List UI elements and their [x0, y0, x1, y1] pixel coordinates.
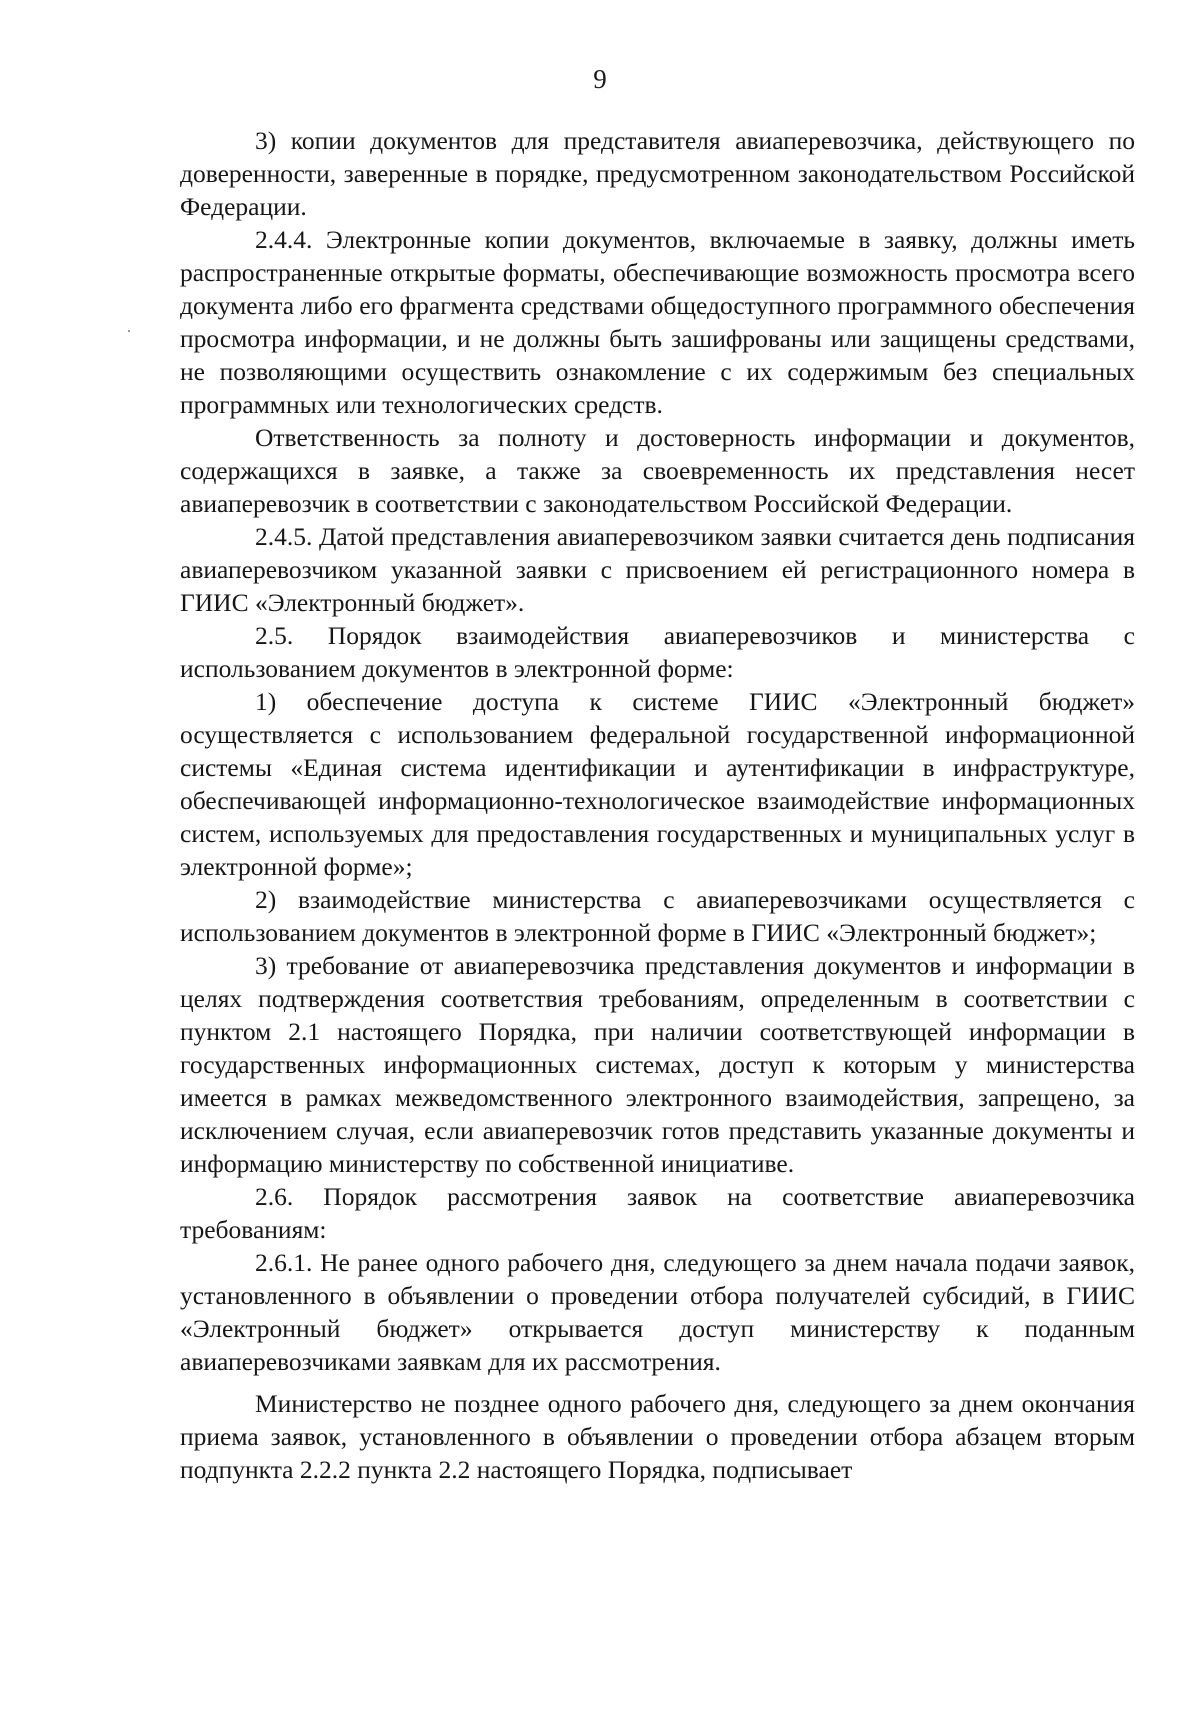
- scan-speck: [128, 330, 130, 332]
- paragraph-2-6-1: 2.6.1. Не ранее одного рабочего дня, следующего за днем начала подачи заявок, установленного в объявлении о проведении отбора получателей субсидий, в ГИИС «Электронный бюджет» открывается доступ министерству к поданным авиаперевозчиками заявкам для их рассмотрения.: [180, 1248, 1135, 1376]
- paragraph-responsibility: Ответственность за полноту и достоверность информации и документов, содержащихся в заявке, а также за своевременность их представления несет авиаперевозчик в соответствии с законодательством Российской Федерации.: [180, 423, 1135, 518]
- page-number: 9: [593, 64, 607, 94]
- paragraph-2-5-item-3: 3) требование от авиаперевозчика представления документов и информации в целях подтверждения соответствия требованиям, определенным в соответствии с пунктом 2.1 настоящего Порядка, при наличии соответствующей информации в государственных информационных системах, доступ к которым у министерства имеется в рамках межведомственного электронного взаимодействия, запрещено, за исключением случая, если авиаперевозчик готов представить указанные документы и информацию министерству по собственной инициативе.: [180, 951, 1135, 1178]
- document-body: [180, 124, 1135, 1486]
- paragraph-2-5-item-1: 1) обеспечение доступа к системе ГИИС «Электронный бюджет» осуществляется с использованием федеральной государственной информационной системы «Единая система идентификации и аутентификации в инфраструктуре, обеспечивающей информационно-технологическое взаимодействие информационных систем, используемых для предоставления государственных и муниципальных услуг в электронной форме»;: [180, 687, 1135, 881]
- paragraph-2-5: 2.5. Порядок взаимодействия авиаперевозчиков и министерства с использованием документов в электронной форме:: [180, 621, 1135, 683]
- paragraph-2-4-5: 2.4.5. Датой представления авиаперевозчиком заявки считается день подписания авиаперевозчиком указанной заявки с присвоением ей регистрационного номера в ГИИС «Электронный бюджет».: [180, 522, 1135, 617]
- paragraph-2-4-4: 2.4.4. Электронные копии документов, включаемые в заявку, должны иметь распространенные открытые форматы, обеспечивающие возможность просмотра всего документа либо его фрагмента средствами общедоступного программного обеспечения просмотра информации, и не должны быть зашифрованы или защищены средствами, не позволяющими осуществить ознакомление с их содержимым без специальных программных или технологических средств.: [180, 225, 1135, 419]
- paragraph-item-3-copies: 3) копии документов для представителя авиаперевозчика, действующего по доверенности, заверенные в порядке, предусмотренном законодательством Российской Федерации.: [180, 126, 1135, 221]
- paragraph-2-5-item-2: 2) взаимодействие министерства с авиаперевозчиками осуществляется с использованием документов в электронной форме в ГИИС «Электронный бюджет»;: [180, 885, 1135, 947]
- paragraph-2-6: 2.6. Порядок рассмотрения заявок на соответствие авиаперевозчика требованиям:: [180, 1182, 1135, 1244]
- paragraph-ministry: Министерство не позднее одного рабочего дня, следующего за днем окончания приема заявок, установленного в объявлении о проведении отбора абзацем вторым подпункта 2.2.2 пункта 2.2 настоящего Порядка, подписывает: [180, 1389, 1135, 1484]
